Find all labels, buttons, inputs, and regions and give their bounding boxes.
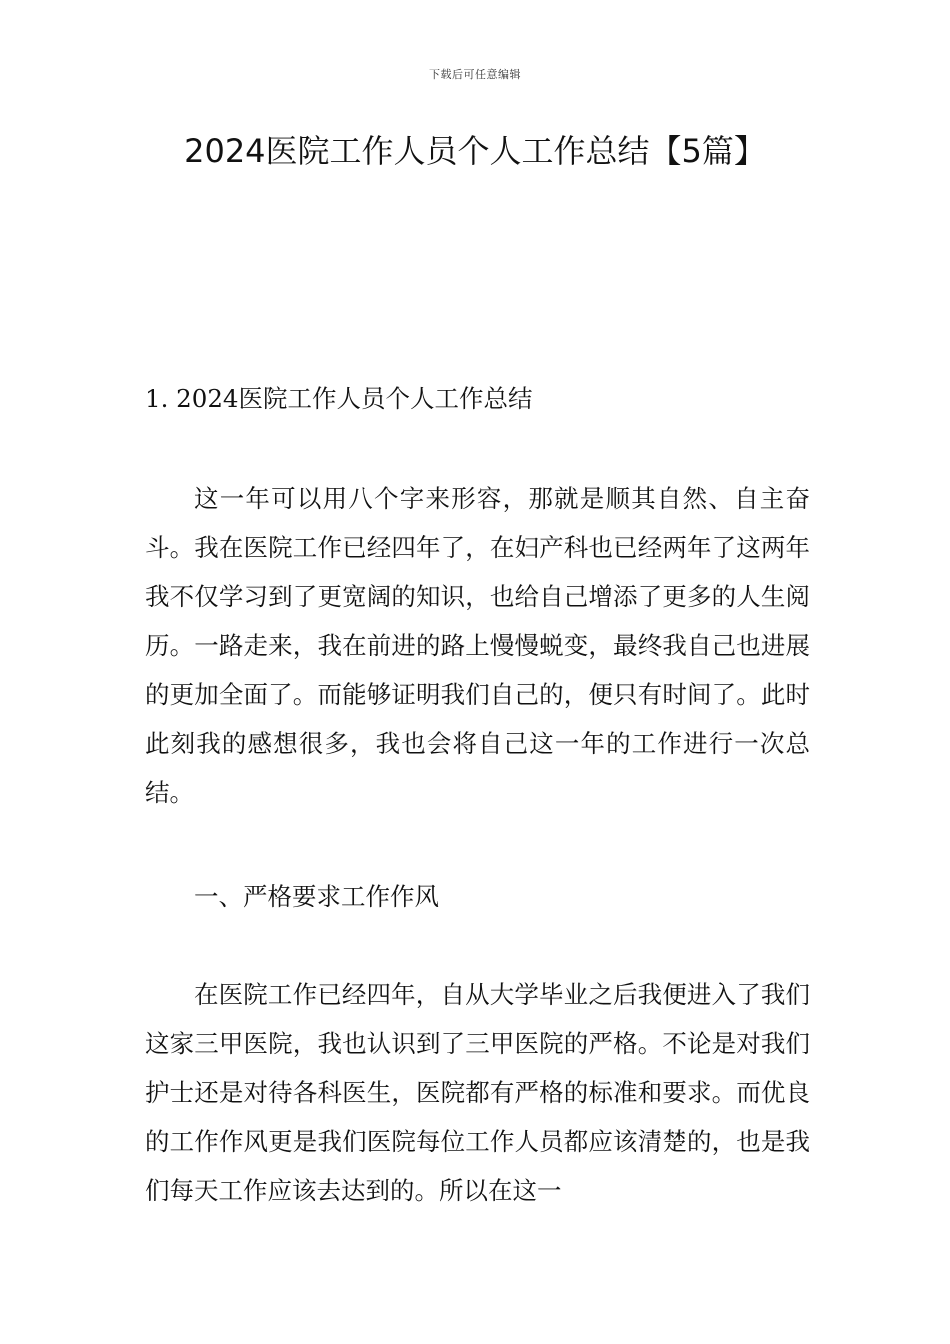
subheading-1: 一、严格要求工作作风 (194, 882, 439, 911)
paragraph-2: 在医院工作已经四年，自从大学毕业之后我便进入了我们这家三甲医院，我也认识到了三甲医院的严格。不论是对我们护士还是对待各科医生，医院都有严格的标准和要求。而优良的工作作风更是我们医院每位工作人员都应该清楚的，也是我们每天工作应该去达到的。所以在这一 (145, 980, 810, 1205)
header-note: 下载后可任意编辑 (429, 68, 521, 81)
section-1-heading: 1. 2024医院工作人员个人工作总结 (145, 384, 533, 413)
document-title: 2024医院工作人员个人工作总结【5篇】 (184, 132, 766, 170)
paragraph-1: 这一年可以用八个字来形容，那就是顺其自然、自主奋斗。我在医院工作已经四年了，在妇产科也已经两年了这两年我不仅学习到了更宽阔的知识，也给自己增添了更多的人生阅历。一路走来，我在前进的路上慢慢蜕变，最终我自己也进展的更加全面了。而能够证明我们自己的，便只有时间了。此时此刻我的感想很多，我也会将自己这一年的工作进行一次总结。 (145, 484, 810, 807)
